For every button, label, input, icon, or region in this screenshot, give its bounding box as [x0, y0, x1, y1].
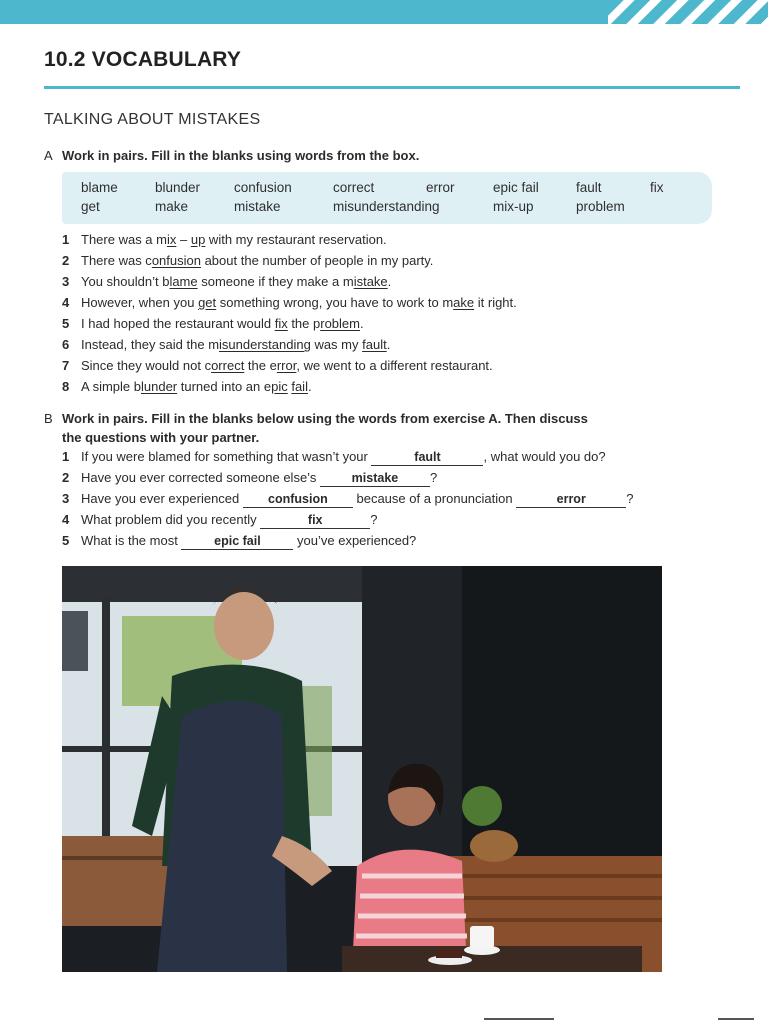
sentence-text [81, 355, 493, 376]
question-text: Have you ever corrected someone else’s [81, 470, 320, 485]
filled-answer[interactable]: fix [274, 316, 288, 331]
word-box-item: get [81, 199, 100, 214]
sentence-fragment: Since they would not c [81, 358, 212, 373]
sentence-number: 8 [62, 379, 70, 394]
sentence-fragment: someone if they make a m [197, 274, 354, 289]
filled-answer[interactable]: roblem [320, 316, 360, 331]
exercise-b-text-line2: the questions with your partner. [62, 430, 260, 445]
filled-answer[interactable]: ake [453, 295, 475, 310]
exercise-a-instruction [44, 146, 644, 165]
restaurant-photo-illustration [62, 566, 662, 972]
answer-blank[interactable]: fix [260, 513, 370, 529]
sentence-fragment: . [307, 379, 312, 394]
restaurant-photo [62, 566, 662, 972]
word-box-item: mistake [234, 199, 281, 214]
sentence-text [81, 313, 364, 334]
filled-answer[interactable]: ix [166, 232, 177, 247]
sentence-fragment: I had hoped the restaurant would [81, 316, 275, 331]
sentence-fragment: it right. [474, 295, 517, 310]
answer-blank[interactable]: fault [371, 450, 483, 466]
sentence-fragment: A simple b [81, 379, 141, 394]
question-number: 3 [62, 491, 70, 506]
filled-answer[interactable]: fail [291, 379, 308, 394]
word-box-item: blunder [155, 180, 201, 195]
banner-stripes [608, 0, 768, 24]
question-text: ? [626, 491, 634, 506]
sentence-fragment: with my restaurant reservation. [205, 232, 387, 247]
sentence-fragment: . [359, 316, 364, 331]
filled-answer[interactable]: rror [276, 358, 297, 373]
filled-answer[interactable]: get [198, 295, 217, 310]
sentence-text [81, 334, 390, 355]
sentence-number: 4 [62, 295, 70, 310]
answer-blank[interactable]: epic fail [181, 534, 293, 550]
sentence-fragment: You shouldn’t b [81, 274, 170, 289]
sentence-text [81, 271, 391, 292]
filled-answer[interactable]: pic [271, 379, 288, 394]
filled-answer[interactable]: lame [169, 274, 198, 289]
filled-answer[interactable]: isunderstanding [219, 337, 311, 352]
word-box-item: blame [81, 180, 118, 195]
answer-blank[interactable]: error [516, 492, 626, 508]
sentence-number: 7 [62, 358, 70, 373]
question-text: , what would you do? [483, 449, 606, 464]
question-number: 2 [62, 470, 70, 485]
filled-answer[interactable]: lunder [140, 379, 178, 394]
word-box-item: epic fail [493, 180, 539, 195]
word-box-item: fault [576, 180, 602, 195]
word-box-item: fix [650, 180, 664, 195]
word-box-item: confusion [234, 180, 292, 195]
sentence-fragment: the p [287, 316, 321, 331]
sentence-fragment: However, when you [81, 295, 199, 310]
sentence-number: 3 [62, 274, 70, 289]
question-text: If you were blamed for something that wasn’t your [81, 449, 372, 464]
sentence-fragment: about the number of people in my party. [200, 253, 434, 268]
answer-blank[interactable]: confusion [243, 492, 353, 508]
question-text: because of a pronunciation [352, 491, 517, 506]
subsection-title: TALKING ABOUT MISTAKES [44, 111, 261, 128]
top-banner [0, 0, 768, 24]
question-number: 5 [62, 533, 70, 548]
word-box-item: mix-up [493, 199, 534, 214]
question-text: ? [429, 470, 438, 485]
sentence-fragment: , we went to a different restaurant. [296, 358, 493, 373]
word-box-item: correct [333, 180, 375, 195]
word-box-item: make [155, 199, 189, 214]
sentence-fragment: something wrong, you have to work to m [216, 295, 454, 310]
exercise-a-text: Work in pairs. Fill in the blanks using words from the box. [62, 148, 420, 163]
sentence-fragment: There was c [81, 253, 152, 268]
question-number: 1 [62, 449, 70, 464]
footer-mark [484, 1018, 554, 1020]
question-text: What is the most [81, 533, 182, 548]
exercise-b-instruction [44, 409, 644, 447]
sentence-number: 6 [62, 337, 70, 352]
word-box-item: problem [576, 199, 625, 214]
filled-answer[interactable]: fault [362, 337, 387, 352]
word-box [62, 172, 712, 224]
sentence-number: 2 [62, 253, 70, 268]
exercise-b-letter: B [44, 411, 53, 426]
section-title: 10.2 VOCABULARY [44, 48, 242, 71]
sentence-text [81, 229, 387, 250]
sentence-fragment: There was a m [81, 232, 167, 247]
sentence-fragment: turned into an e [177, 379, 272, 394]
word-box-item: misunderstanding [333, 199, 440, 214]
sentence-text [81, 376, 312, 397]
filled-answer[interactable]: up [190, 232, 206, 247]
sentence-number: 5 [62, 316, 70, 331]
filled-answer[interactable]: orrect [211, 358, 245, 373]
sentence-fragment: the e [244, 358, 277, 373]
word-box-item: error [426, 180, 455, 195]
question-text: Have you ever experienced [81, 491, 243, 506]
sentence-text [81, 292, 517, 313]
sentence-number: 1 [62, 232, 70, 247]
sentence-text [81, 250, 433, 271]
question-number: 4 [62, 512, 70, 527]
exercise-b-text-line1: Work in pairs. Fill in the blanks below using the words from exercise A. Then discuss [62, 411, 588, 426]
footer-mark [718, 1018, 754, 1020]
sentence-fragment: Instead, they said the m [81, 337, 220, 352]
exercise-a-letter: A [44, 148, 53, 163]
sentence-fragment: . [387, 274, 392, 289]
answer-blank[interactable]: mistake [320, 471, 430, 487]
filled-answer[interactable]: istake [353, 274, 388, 289]
sentence-fragment: – [176, 232, 191, 247]
title-divider [44, 86, 740, 89]
question-text: What problem did you recently [81, 512, 261, 527]
sentence-fragment: was my [310, 337, 363, 352]
filled-answer[interactable]: onfusion [151, 253, 201, 268]
sentence-fragment: . [386, 337, 391, 352]
question-text: you’ve experienced? [293, 533, 417, 548]
question-text: ? [370, 512, 378, 527]
